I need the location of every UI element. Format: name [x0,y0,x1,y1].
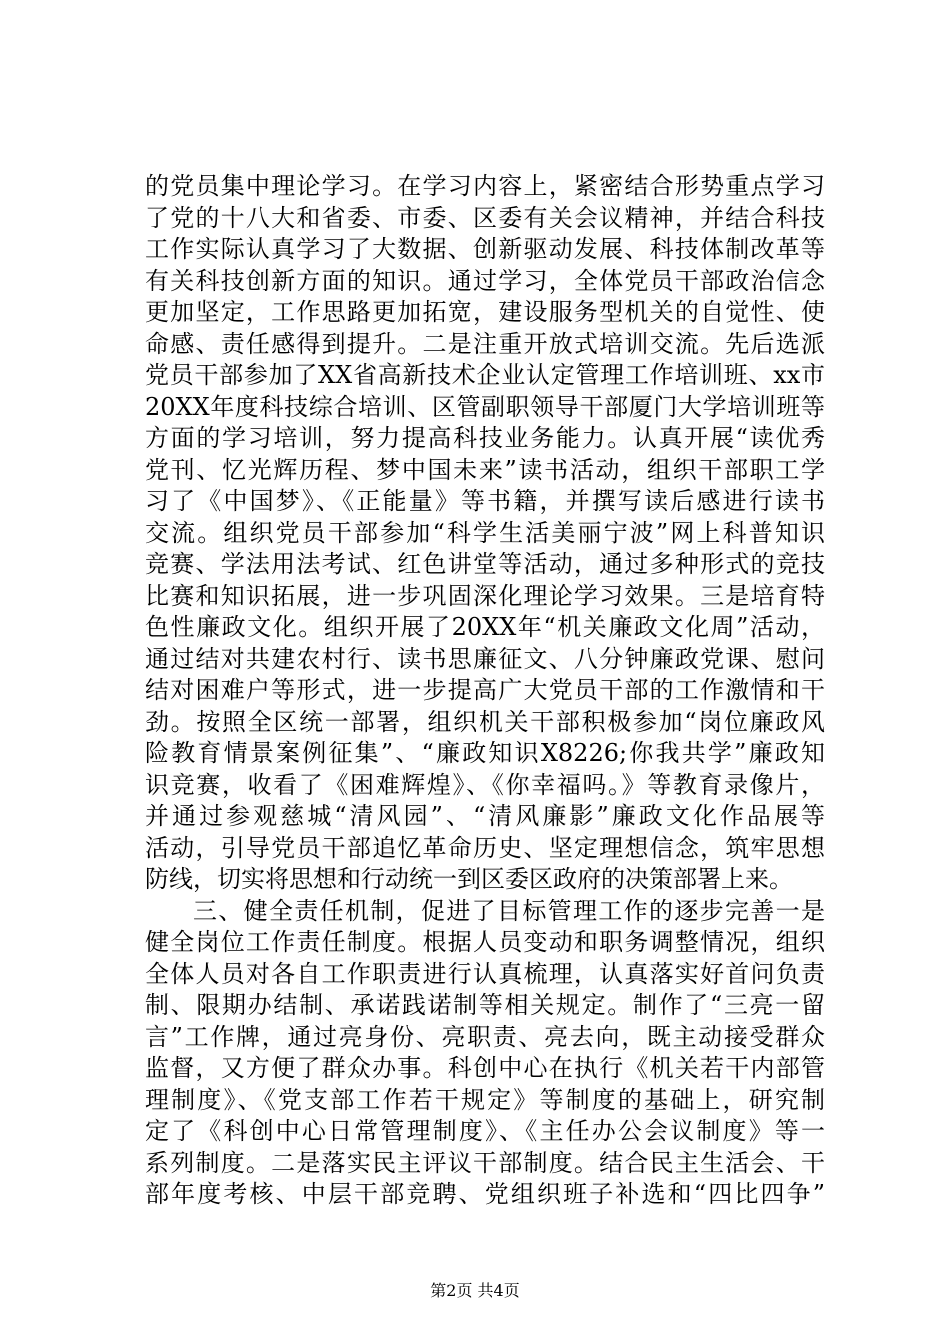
text-line: 20XX年度科技综合培训、区管副职领导干部厦门大学培训班等 [145,392,825,421]
text-line: 定了《科创中心日常管理制度》、《主任办公会议制度》等一 [145,1117,825,1145]
text-line: 部年度考核、中层干部竞聘、党组织班子补选和“四比四争” [145,1180,825,1208]
text-line: 全体人员对各自工作职责进行认真梳理，认真落实好首问负责 [145,959,825,988]
text-line: 命感、责任感得到提升。二是注重开放式培训交流。先后选派 [145,329,825,358]
text-line: 并通过参观慈城“清风园”、“清风廉影”廉政文化作品展等 [145,802,825,830]
text-line: 比赛和知识拓展，进一步巩固深化理论学习效果。三是培育特 [145,581,825,610]
text-line: 系列制度。二是落实民主评议干部制度。结合民主生活会、干 [145,1148,825,1177]
text-line: 防线，切实将思想和行动统一到区委区政府的决策部署上来。 [145,865,793,893]
text-line: 健全岗位工作责任制度。根据人员变动和职务调整情况，组织 [145,928,825,956]
text-line: 更加坚定，工作思路更加拓宽，建设服务型机关的自觉性、使 [145,298,825,326]
text-line: 险教育情景案例征集”、“廉政知识X8226;你我共学”廉政知 [145,739,825,767]
text-line: 党员干部参加了XX省高新技术企业认定管理工作培训班、xx市 [145,361,825,389]
text-line: 色性廉政文化。组织开展了20XX年“机关廉政文化周”活动， [145,613,825,641]
text-line: 方面的学习培训，努力提高科技业务能力。认真开展“读优秀 [145,424,825,452]
text-line: 理制度》、《党支部工作若干规定》等制度的基础上，研究制 [145,1085,825,1114]
text-line: 的党员集中理论学习。在学习内容上，紧密结合形势重点学习 [145,172,825,200]
text-line: 了党的十八大和省委、市委、区委有关会议精神，并结合科技 [145,203,825,232]
text-line: 工作实际认真学习了大数据、创新驱动发展、科技体制改革等 [145,235,825,263]
text-line: 习了《中国梦》、《正能量》等书籍，并撰写读后感进行读书 [145,487,825,515]
page-footer [0,1278,950,1301]
text-line: 交流。组织党员干部参加“科学生活美丽宁波”网上科普知识 [145,518,825,547]
text-line: 党刊、忆光辉历程、梦中国未来”读书活动，组织干部职工学 [145,455,825,484]
text-line: 结对困难户等形式，进一步提高广大党员干部的工作激情和干 [145,676,825,704]
body-text [145,171,825,1211]
text-line: 竞赛、学法用法考试、红色讲堂等活动，通过多种形式的竞技 [145,550,825,578]
section-heading-line: 三、健全责任机制，促进了目标管理工作的逐步完善一是 [193,896,825,925]
text-line: 制、限期办结制、承诺践诺制等相关规定。制作了“三亮一留 [145,991,825,1019]
text-line: 识竞赛，收看了《困难辉煌》、《你幸福吗。》等教育录像片， [145,770,825,799]
text-line: 监督，又方便了群众办事。科创中心在执行《机关若干内部管 [145,1054,825,1082]
text-line: 言”工作牌，通过亮身份、亮职责、亮去向，既主动接受群众 [145,1022,825,1051]
text-line: 活动，引导党员干部追忆革命历史、坚定理想信念，筑牢思想 [145,833,825,862]
text-line: 劲。按照全区统一部署，组织机关干部积极参加“岗位廉政风 [145,707,825,736]
text-line: 通过结对共建农村行、读书思廉征文、八分钟廉政党课、慰问 [145,644,825,673]
text-line: 有关科技创新方面的知识。通过学习，全体党员干部政治信念 [145,266,825,295]
page-number: 第2页 共4页 [430,1281,520,1300]
